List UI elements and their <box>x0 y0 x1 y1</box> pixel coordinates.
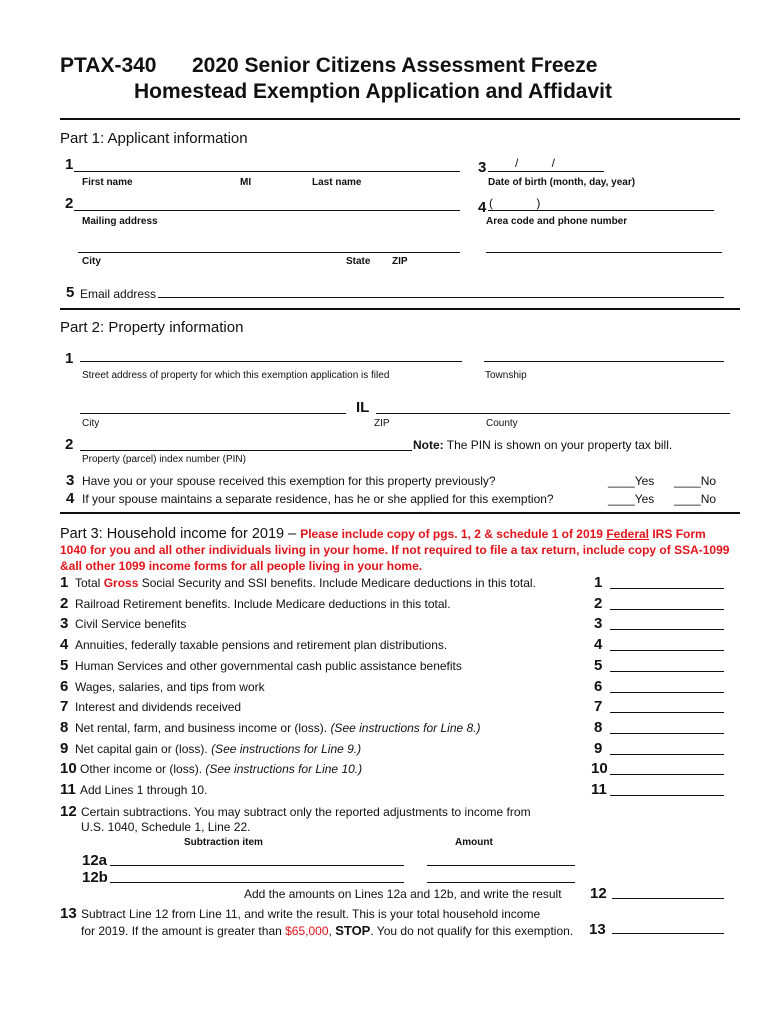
line12-right-number: 12 <box>590 885 607 902</box>
income-line-text <box>75 638 447 652</box>
township-label: Township <box>485 370 527 381</box>
phone-input[interactable] <box>488 210 714 211</box>
p2-line1-number: 1 <box>65 350 74 367</box>
income-line-pre: Total <box>75 576 104 590</box>
mailing-address-label: Mailing address <box>82 216 158 227</box>
note-text: The PIN is shown on your property tax bill. <box>443 438 673 452</box>
line13-number: 13 <box>60 905 77 922</box>
income-amount-input[interactable] <box>610 754 724 755</box>
income-line-right-number: 6 <box>594 678 603 695</box>
income-line-body: Annuities, federally taxable pensions and retirement plan distributions. <box>75 638 448 652</box>
income-line-note: (See instructions for Line 10.) <box>205 762 363 776</box>
q4-no[interactable]: ____No <box>674 492 717 506</box>
line12a-amount-input[interactable] <box>427 865 575 866</box>
divider <box>60 118 740 120</box>
income-line-right-number: 3 <box>594 615 603 632</box>
part3-instr-federal: Federal <box>606 527 650 541</box>
property-city-label: City <box>82 418 100 429</box>
pin-note <box>413 438 672 452</box>
phone-parens: ( ) <box>489 196 541 210</box>
city-label: City <box>82 256 101 267</box>
form-title-line1: 2020 Senior Citizens Assessment Freeze <box>192 54 598 77</box>
income-line-note: (See instructions for Line 8.) <box>330 721 481 735</box>
income-line-body: Human Services and other governmental cash public assistance benefits <box>75 659 462 673</box>
amount-label: Amount <box>455 837 493 848</box>
income-line-body: Net capital gain or (loss). <box>75 742 212 756</box>
income-line-right-number: 7 <box>594 698 603 715</box>
line13-text2: for 2019. If the amount is greater than $65,000, STOP. You do not qualify for this exemption. <box>81 923 574 938</box>
pin-label: Property (parcel) index number (PIN) <box>82 454 246 465</box>
income-amount-input[interactable] <box>610 671 724 672</box>
form-id: PTAX-340 <box>60 54 157 77</box>
mailing-address-input[interactable] <box>74 210 460 211</box>
p1-line1-number: 1 <box>65 156 74 173</box>
income-line-number: 4 <box>60 636 69 653</box>
q4-text: If your spouse maintains a separate residence, has he or she applied for this exemption? <box>82 492 554 506</box>
income-line-right-number: 10 <box>591 760 608 777</box>
line13-amount: $65,000 <box>285 924 329 938</box>
income-line-number: 6 <box>60 678 69 695</box>
part1-heading: Part 1: Applicant information <box>60 130 248 147</box>
street-label: Street address of property for which this exemption application is filed <box>82 370 390 381</box>
income-line-number: 2 <box>60 595 69 612</box>
income-line-right-number: 1 <box>594 574 603 591</box>
income-line-number: 10 <box>60 760 77 777</box>
dob-label: Date of birth (month, day, year) <box>488 177 636 188</box>
mi-label: MI <box>240 177 252 188</box>
income-line-body: Net rental, farm, and business income or (loss). <box>75 721 331 735</box>
note-bold: Note: <box>413 438 444 452</box>
line13-right-number: 13 <box>589 921 606 938</box>
income-line-right-number: 5 <box>594 657 603 674</box>
divider <box>60 512 740 514</box>
email-input[interactable] <box>158 297 724 298</box>
email-label: Email address <box>80 287 157 301</box>
p2-q4-number: 4 <box>66 490 75 507</box>
income-line-body: Other income or (loss). <box>80 762 206 776</box>
income-line-right-number: 8 <box>594 719 603 736</box>
first-name-label: First name <box>82 177 133 188</box>
part3-instr-b: IRS Form 1040 for you and all other individuals living in your home. If not required to file a tax return, include copy of SSA-1099 &all other 1099 income forms for all people living in your home. <box>60 527 730 573</box>
income-amount-input[interactable] <box>610 733 724 734</box>
part3-instr-a: Please include copy of pgs. 1, 2 & schedule 1 of 2019 <box>300 527 607 541</box>
city-state-zip-input[interactable] <box>78 252 460 253</box>
line12a-label: 12a <box>82 852 108 869</box>
income-amount-input[interactable] <box>610 609 724 610</box>
income-line-right-number: 9 <box>594 740 603 757</box>
income-line-text <box>75 617 186 631</box>
form-title-line2: Homestead Exemption Application and Affidavit <box>134 80 612 103</box>
line12-text2: U.S. 1040, Schedule 1, Line 22. <box>81 820 251 834</box>
p1-line4-number: 4 <box>478 199 487 216</box>
line12-number: 12 <box>60 803 77 820</box>
income-line-text <box>75 680 265 694</box>
dob-input[interactable] <box>488 171 604 172</box>
dob-slashes: / / <box>515 156 556 170</box>
income-line-text <box>75 742 361 756</box>
state-label: State <box>346 256 371 267</box>
p2-line2-number: 2 <box>65 436 74 453</box>
income-line-text <box>80 783 207 797</box>
income-amount-input[interactable] <box>610 692 724 693</box>
line12b-amount-input[interactable] <box>427 882 575 883</box>
line12-amount-input[interactable] <box>612 898 724 899</box>
line12b-label: 12b <box>82 869 108 886</box>
income-amount-input[interactable] <box>610 588 724 589</box>
income-amount-input[interactable] <box>610 795 724 796</box>
income-line-text <box>75 576 536 590</box>
income-line-number: 7 <box>60 698 69 715</box>
income-line-number: 3 <box>60 615 69 632</box>
divider <box>60 308 740 310</box>
income-line-number: 11 <box>60 781 76 798</box>
income-line-text <box>75 700 241 714</box>
income-line-body: Civil Service benefits <box>75 617 187 631</box>
income-line-text <box>75 597 451 611</box>
extra-line[interactable] <box>486 252 722 253</box>
q4-yes[interactable]: ____Yes <box>608 492 655 506</box>
income-line-right-number: 4 <box>594 636 603 653</box>
income-amount-input[interactable] <box>610 774 724 775</box>
income-line-number: 5 <box>60 657 69 674</box>
line12b-item-input[interactable] <box>110 882 404 883</box>
part3-heading: Part 3: Household income for 2019 – <box>60 526 301 542</box>
income-line-right-number: 2 <box>594 595 603 612</box>
line12a-item-input[interactable] <box>110 865 404 866</box>
income-line-number: 9 <box>60 740 69 757</box>
income-line-body: Wages, salaries, and tips from work <box>75 680 265 694</box>
p1-line2-number: 2 <box>65 195 74 212</box>
township-input[interactable] <box>484 361 724 362</box>
line12-text1: Certain subtractions. You may subtract only the reported adjustments to income from <box>81 805 531 819</box>
line12-add-text: Add the amounts on Lines 12a and 12b, and write the result <box>244 887 562 901</box>
county-label: County <box>486 418 518 429</box>
subtraction-item-label: Subtraction item <box>184 837 263 848</box>
income-line-text <box>80 762 362 776</box>
q3-yes[interactable]: ____Yes <box>608 474 655 488</box>
state-il: IL <box>356 399 370 416</box>
income-line-number: 1 <box>60 574 69 591</box>
p1-line3-number: 3 <box>478 159 487 176</box>
property-zip-label: ZIP <box>374 418 390 429</box>
line13-pre: for 2019. If the amount is greater than <box>81 924 286 938</box>
zip-label: ZIP <box>392 256 408 267</box>
pin-input[interactable] <box>80 450 412 451</box>
income-line-right-number: 11 <box>591 781 607 798</box>
q3-no[interactable]: ____No <box>674 474 717 488</box>
line13-text1: Subtract Line 12 from Line 11, and write the result. This is your total household income <box>81 907 541 921</box>
line13-post: . You do not qualify for this exemption. <box>370 924 574 938</box>
income-line-body: Social Security and SSI benefits. Include Medicare deductions in this total. <box>138 576 536 590</box>
property-street-input[interactable] <box>80 361 462 362</box>
income-line-body: Railroad Retirement benefits. Include Medicare deductions in this total. <box>75 597 451 611</box>
income-line-text <box>75 721 481 735</box>
last-name-label: Last name <box>312 177 362 188</box>
property-city-input[interactable] <box>80 413 346 414</box>
p2-q3-number: 3 <box>66 472 75 489</box>
part3-heading-block <box>60 526 730 574</box>
zip-county-input[interactable] <box>376 413 730 414</box>
name-input[interactable] <box>74 171 460 172</box>
line13-amount-input[interactable] <box>612 933 724 934</box>
income-amount-input[interactable] <box>610 650 724 651</box>
income-amount-input[interactable] <box>610 629 724 630</box>
income-line-text <box>75 659 462 673</box>
q3-text: Have you or your spouse received this exemption for this property previously? <box>82 474 496 488</box>
income-amount-input[interactable] <box>610 712 724 713</box>
phone-label: Area code and phone number <box>486 216 628 227</box>
part2-heading: Part 2: Property information <box>60 319 244 336</box>
income-line-body: Interest and dividends received <box>75 700 242 714</box>
line13-stop: STOP <box>335 923 371 938</box>
income-line-body: Add Lines 1 through 10. <box>80 783 208 797</box>
income-line-emphasis: Gross <box>103 576 139 590</box>
income-line-note: (See instructions for Line 9.) <box>211 742 362 756</box>
p1-line5-number: 5 <box>66 284 75 301</box>
income-line-number: 8 <box>60 719 69 736</box>
